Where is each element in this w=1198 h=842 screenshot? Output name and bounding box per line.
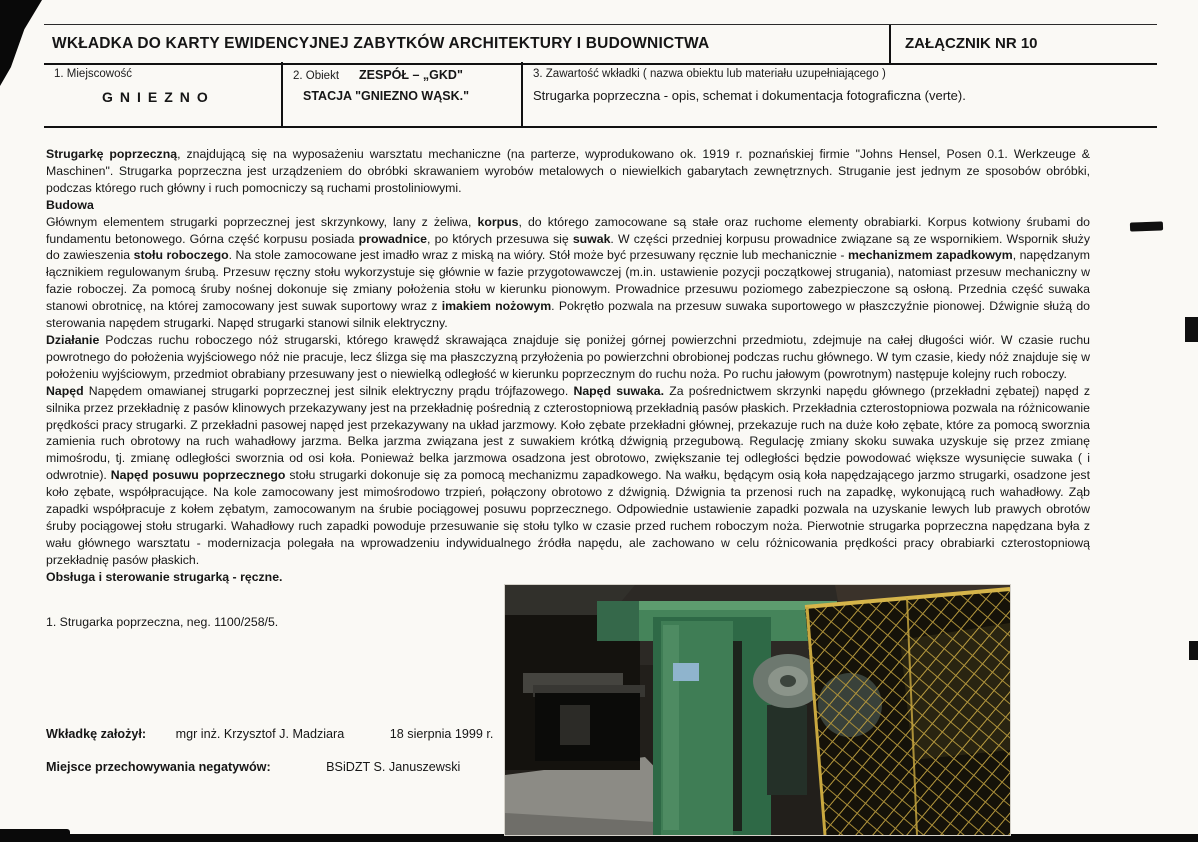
cell-miejscowosc: [44, 62, 281, 126]
field-label-obiekt: 2. Obiekt: [293, 70, 340, 82]
footer-founder-line: [46, 727, 493, 741]
founder-name: mgr inż. Krzysztof J. Madziara: [175, 727, 345, 741]
description-text: [46, 146, 1090, 630]
machine-photo-illustration: [505, 585, 1010, 835]
founder-label: Wkładkę założył:: [46, 727, 147, 741]
scan-artifact-mark: [1189, 641, 1198, 660]
header: [44, 24, 1157, 65]
scan-artifact-bottom-strip: [0, 834, 1198, 842]
photo-caption: 1. Strugarka poprzeczna, neg. 1100/258/5.: [46, 614, 279, 629]
field-value-zawartosc: Strugarka poprzeczna - opis, schemat i dokumentacja fotograficzna (verte).: [533, 88, 966, 103]
page-title: WKŁADKA DO KARTY EWIDENCYJNEJ ZABYTKÓW ARCHITEKTURY I BUDOWNICTWA: [52, 35, 710, 52]
field-label-zawartosc: 3. Zawartość wkładki ( nazwa obiektu lub materiału uzupełniającego ): [533, 68, 886, 80]
cell-zawartosc: [521, 62, 1157, 126]
paragraph-obsluga: Obsługa i sterowanie strugarką - ręczne.: [46, 569, 283, 584]
info-table: [44, 62, 1157, 128]
paragraph-naped: Napęd Napędem omawianej strugarki poprzecznej jest silnik elektryczny prądu trójfazowego. Napęd suwaka. Za pośrednictwem skrzynki napędu głównego (przekładni zębatej) napęd z silnika przez przekładnię z pasów klinowych przekazywany jest na przekładnię pośrednią z czterostopniową przekładnią pasów płaskich. Przekładnia czterostopniowa pozwala na różnicowanie prędkości pracy strugarki. Z przekładni pasowej napęd jest przekazywany na układ jarzmowy. Koło zębate przekładni głównej, przekazuje ruch na duże koło zębate, które za pomocą sworznia zamienia ruch obrotowy na ruch wahadłowy jarzma. Belka jarzma związana jest z suwakiem krótką dźwignią przegubową. Regulację zmiany skoku suwaka uzyskuje się przez zmianę mimośrodu, tj. zmianę odległości sworznia od osi koła. Ponieważ belka jarzmowa osadzona jest obrotowo, zwiększanie tej odległości będzie powodować większe wysunięcie suwaka ( i odwrotnie). Napęd posuwu poprzecznego stołu strugarki dokonuje się za pomocą mechanizmu zapadkowego. Na wałku, będącym osią koła napędzającego jarzmo strugarki, osadzone jest koło zębate, współpracujące. Na kole zamocowany jest mimośrodowo trzpień, połączony obrotowo z dźwignią. Dźwignia ta przenosi ruch na zapadkę, wykonującą ruch wahadłowy. Ząb zapadki współpracuje z kołem zębatym, zamocowanym na śrubie pociągowej posuwu poprzecznego. Odpowiednie ustawienie zapadki pozwala na uzyskanie lewych lub prawych obrotów śruby pociągowej stołu strugarki. Wahadłowy ruch zapadki powoduje przesuwanie się stołu tylko w czasie przed ruchem roboczym noża. Pierwotnie strugarka poprzeczna napędzana była z wału głównego warsztatu - modernizacja polegała na wprowadzeniu indywidualnego źródła napędu, ale zachowano w celu różnicowania prędkości pracy obrabiarki czterostopniową przekładnię pasów płaskich.: [46, 383, 1090, 567]
founder-date: 18 sierpnia 1999 r.: [389, 727, 494, 741]
scan-artifact-bottom-left: [0, 829, 70, 835]
scan-artifact-corner: [0, 0, 42, 86]
paragraph-dzialanie: Działanie Podczas ruchu roboczego nóż strugarski, którego krawędź skrawająca znajduje się poniżej górnej powierzchni przedmiotu, zdejmuje na całej długości wiór. W czasie ruchu powrotnego do położenia wyjściowego nóż nie pracuje, lecz ślizga się ma płaszczyzną przyłożenia po powierzchni obrobionej podczas ruchu głównego. W tym czasie, kiedy nóż znajduje się w położeniu wyjściowym, przedmiot obrabiany przesuwany jest o niewielką odległość w kierunku poprzecznym do ruchu noża. Po ruchu jałowym (powrotnym) następuje kolejny ruch roboczy.: [46, 332, 1090, 381]
cell-obiekt: [281, 62, 521, 126]
negatives-label: Miejsce przechowywania negatywów:: [46, 760, 271, 774]
field-value-obiekt-line2: STACJA "GNIEZNO WĄSK.": [303, 89, 470, 103]
field-value-miejscowosc: GNIEZNO: [102, 89, 215, 105]
machine-photo: [505, 585, 1010, 835]
attachment-label: ZAŁĄCZNIK NR 10: [889, 25, 1157, 63]
paragraph-budowa: Głównym elementem strugarki poprzecznej jest skrzynkowy, lany z żeliwa, korpus, do którego zamocowane są stałe oraz ruchome elementy obrabiarki. Korpus kotwiony śrubami do fundamentu betonowego. Górna część korpusu posiada prowadnice, po których przesuwa się suwak. W części przedniej korpusu prowadnice związane są ze wspornikiem. Wspornik służy do zawieszenia stołu roboczego. Na stole zamocowane jest imadło wraz z miską na wióry. Stół może być przesuwany ręcznie lub mechanicznie - mechanizmem zapadkowym, napędzanym łącznikiem regulowanym śrubą. Przesuw ręczny stołu wykorzystuje się głównie w fazie przygotowawczej (m.in. ustawienie pozycji początkowej strugania), natomiast przesuw mechaniczny w fazie roboczej. Za pomocą śruby nośnej dokonuje się zmiany położenia stołu w kierunku pionowym. Prowadnice przesuwu poziomego zabezpieczone są osłoną. Przednia część suwaka stanowi obrotnicę, na której zamocowany jest suwak suportowy wraz z imakiem nożowym. Pokrętło pozwala na przesuw suwaka suportowego w płaszczyźnie pionowej. Dźwignie służą do sterowania napędem strugarki. Napęd strugarki stanowi silnik elektryczny.: [46, 214, 1091, 331]
footer-negatives-line: [46, 760, 460, 774]
field-label-miejscowosc: 1. Miejscowość: [54, 68, 132, 80]
heading-budowa: Budowa: [46, 197, 94, 212]
scan-artifact-mark: [1185, 317, 1198, 342]
scan-artifact-mark: [1130, 221, 1163, 231]
field-value-obiekt-line1: ZESPÓŁ – „GKD": [359, 68, 463, 82]
paragraph-intro: Strugarkę poprzeczną, znajdującą się na wyposażeniu warsztatu mechaniczne (na parterze, wyprodukowano ok. 1919 r. poznańskiej firmie "Johns Hensel, Posen 0.1. Werkzeuge & Maschinen". Strugarka poprzeczna jest urządzeniem do obróbki skrawaniem wyrobów metalowych o niewielkich gabarytach zewnętrznych. Struganie jest jednym ze sposobów obróbki, podczas którego ruch główny i ruch pomocniczy są ruchami prostoliniowymi.: [46, 147, 1090, 195]
negatives-value: BSiDZT S. Januszewski: [326, 760, 461, 774]
